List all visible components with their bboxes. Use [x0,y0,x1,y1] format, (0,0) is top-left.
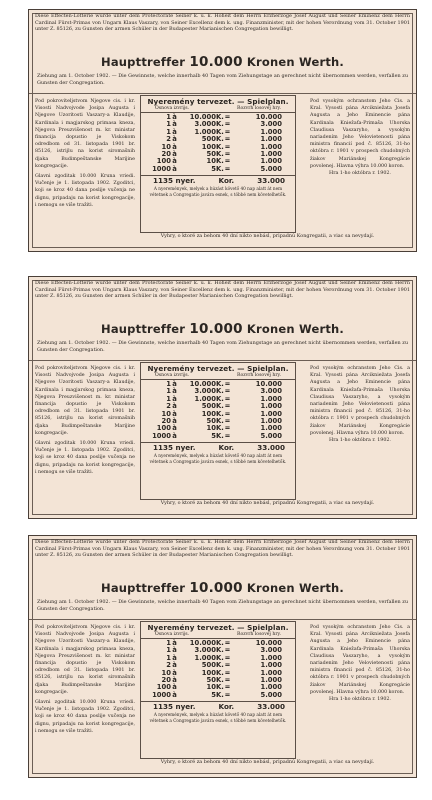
prize-total-value: 10.000 [255,380,282,388]
prize-currency: K. [216,135,224,144]
prize-count: 2 [166,402,171,411]
prize-equals: = [224,668,231,677]
total-value: 33.000 [257,176,285,186]
total-count: 1135 nyer. [153,702,196,712]
closing-text: Vyhry, o ktoré za behom 40 dní nikto nebásl, pripadnú Kongregatii, a viac sa nevydají. [160,500,375,506]
prize-currency: K. [216,424,224,433]
prize-equals: = [224,127,231,136]
prize-currency: K. [216,380,224,388]
prize-value: 100 [201,409,216,418]
prize-count: 1000 [152,431,171,440]
intro-text: Diese Effecten-Lotterie wurde unter dem Protectorate Seiner k. u. k. Hoheit dem Herrn Erzherzoge Josef August und Seiner Eminenz dem Herrn Cardinal Fürst-Primas von Ungarn Klaus Vaszary, von Seiner Excellenz dem k. ung. Finanzminister, mit der hohen Verordnung vom 31. October 1901 unter Z. 85126, zu Gunsten der armen Schüler in der Budapester Marianischen Congregation bewilligt. [35,13,410,32]
prize-unit: à [172,394,177,403]
prize-equals: = [224,150,231,159]
prize-total-value: 1.000 [260,157,282,166]
prize-value: 500 [201,661,216,670]
prize-unit: à [172,402,177,411]
prize-equals: = [224,120,231,129]
prize-equals: = [224,683,231,692]
prize-unit: à [172,142,177,151]
slovak-date: Hra 1-ho októbra r. 1902. [329,171,391,177]
headline-amount: 10.000 [189,321,243,337]
headline-tail: Kronen Werth. [246,55,344,69]
prize-total-value: 1.000 [260,135,282,144]
prize-rows [141,639,295,699]
prize-equals: = [224,690,231,699]
draw-info: Ziehung am 1. October 1902. — Die Gewinnste, welche innerhalb 40 Tagen vom Ziehungstage an gerechnet nicht übernommen werden, verfallen zu Gunsten der Congregation. [37,73,408,86]
total-value: 33.000 [257,443,285,453]
prize-value: 1.000 [194,394,216,403]
prize-currency: K. [216,639,224,647]
prize-total-value: 10.000 [255,639,282,647]
prize-total-value: 1.000 [260,676,282,685]
total-count: 1135 nyer. [153,176,196,186]
prize-currency: K. [216,387,224,396]
spielplan-sub-right: Rozvrh losovej hry. [236,373,281,378]
prize-equals: = [224,157,231,166]
spielplan-subtitle [141,106,295,113]
headline-tail: Kronen Werth. [246,322,344,336]
prize-equals: = [224,646,231,655]
prize-count: 10 [161,409,171,418]
prize-count: 1 [166,639,171,647]
spielplan-sub-left: Osnova izvrijs. [155,632,190,637]
spielplan-title: Nyeremény tervezet. — Spielplan. [147,97,289,106]
croatian-paragraph-1: Pod pokroviteljstvom Njegove cis. i kr. Visosti Nadvojvode Josipa Augusta i Njegove Uzoritosti Vaszary-a Klaudije, Kardinala i magjarskog primasa kneza, Njegova Preuzvišenost m. kr. ministar financija dopustio je Viskokom odredbom od 31. listopada 1901 br. 85126, istrijlu na korist siromašnih djaka Budimpeštanske Marijine kongregacije. [35,625,135,695]
prize-count: 2 [166,661,171,670]
closing-text: Vyhry, o ktoré za behom 40 dní nikto nebásl, pripadnú Kongregatii, a viac sa nevydají. [160,233,375,239]
prize-unit: à [172,676,177,685]
prize-currency: K. [216,409,224,418]
prize-value: 10 [206,683,216,692]
prize-total-value: 10.000 [255,113,282,121]
prize-currency: K. [216,142,224,151]
prize-total-value: 1.000 [260,417,282,426]
prize-equals: = [224,424,231,433]
total-label: Kor. [218,443,235,453]
prize-equals: = [224,417,231,426]
prize-unit: à [172,157,177,166]
prize-currency: K. [216,683,224,692]
divider [29,93,416,94]
headline-label: Haupttreffer [101,55,186,69]
prize-currency: K. [216,431,224,440]
closing-text: Vyhry, o ktoré za behom 40 dní nikto nebásl, pripadnú Kongregatii, a viac sa nevydají. [160,759,375,765]
prize-total-value: 5.000 [260,431,282,440]
headline [29,321,416,337]
prize-total [141,175,295,185]
croatian-paragraph-1: Pod pokroviteljstvom Njegove cis. i kr. Visosti Nadvojvode Josipa Augusta i Njegove Uzoritosti Vaszary-a Klaudije, Kardinala i magjarskog primasa kneza, Njegova Preuzvišenost m. kr. ministar financija dopustio je Viskokom odredbom od 31. listopada 1901 br. 85126, istrijlu na korist siromašnih djaka Budimpeštanske Marijine kongregacije. [35,366,135,436]
prize-unit: à [172,690,177,699]
total-label: Kor. [218,176,235,186]
spielplan-note: A nyeremények, melyek a húzást követő 40 nap alatt át nem vétetnek a Congregatio javára esnek, s többé nem követelhetők. [149,453,287,464]
prize-total-value: 3.000 [260,387,282,396]
spielplan-box [140,95,296,233]
croatian-paragraph-1: Pod pokroviteljstvom Njegove cis. i kr. Visosti Nadvojvode Josipa Augusta i Njegove Uzoritosti Vaszary-a Klaudije, Kardinala i magjarskog primasa kneza, Njegova Preuzvišenost m. kr. ministar financija dopustio je Viskokom odredbom od 31. listopada 1901 br. 85126, istrijlu na korist siromašnih djaka Budimpeštanske Marijine kongregacije. [35,99,135,169]
prize-value: 3.000 [194,387,216,396]
prize-count: 100 [156,683,171,692]
prize-count: 100 [156,424,171,433]
croatian-text [35,365,135,507]
prize-count: 20 [161,676,171,685]
prize-value: 5 [211,164,216,173]
prize-currency: K. [216,127,224,136]
prize-count: 20 [161,417,171,426]
headline [29,580,416,596]
prize-value: 10.000 [189,113,216,121]
prize-value: 50 [206,417,216,426]
spielplan-sub-right: Rozvrh losovej hry. [236,632,281,637]
prize-value: 10.000 [189,639,216,647]
intro-text: Diese Effecten-Lotterie wurde unter dem Protectorate Seiner k. u. k. Hoheit dem Herrn Erzherzoge Josef August und Seiner Eminenz dem Herrn Cardinal Fürst-Primas von Ungarn Klaus Vaszary, von Seiner Excellenz dem k. ung. Finanzminister, mit der hohen Verordnung vom 31. October 1901 unter Z. 85126, zu Gunsten der armen Schüler in der Budapester Marianischen Congregation bewilligt. [35,539,410,558]
prize-total [141,442,295,452]
prize-total-value: 3.000 [260,120,282,129]
prize-value: 100 [201,142,216,151]
prize-unit: à [172,387,177,396]
prize-currency: K. [216,157,224,166]
prize-unit: à [172,135,177,144]
prize-value: 500 [201,135,216,144]
spielplan-title: Nyeremény tervezet. — Spielplan. [147,623,289,632]
prize-value: 5 [211,690,216,699]
draw-info: Ziehung am 1. October 1902. — Die Gewinnste, welche innerhalb 40 Tagen vom Ziehungstage an gerechnet nicht übernommen werden, verfallen zu Gunsten der Congregation. [37,599,408,612]
prize-total-value: 5.000 [260,164,282,173]
prize-currency: K. [216,668,224,677]
prize-value: 50 [206,676,216,685]
spielplan-sub-left: Osnova izvrijs. [155,373,190,378]
prize-unit: à [172,164,177,173]
draw-info: Ziehung am 1. October 1902. — Die Gewinnste, welche innerhalb 40 Tagen vom Ziehungstage an gerechnet nicht übernommen werden, verfallen zu Gunsten der Congregation. [37,340,408,353]
prize-total-value: 3.000 [260,646,282,655]
prize-equals: = [224,387,231,396]
prize-unit: à [172,417,177,426]
prize-equals: = [224,661,231,670]
prize-currency: K. [216,417,224,426]
prize-currency: K. [216,150,224,159]
prize-rows [141,380,295,440]
slovak-paragraph: Pod vysokým ochranstom Jeho Cis. a Kral. Vysosti pána Arcikniežata Josefa Augusta a Jeho Eminencie pána Kardinala Kniežaťa-Primaša Uhorska Claudiusa Vaszaryho, a vysokým nariadením Jeho Velovietenosti pána ministra financií pod č. 85126, 31-ho októbra r. 1901 v prospech chudobných žiakov Mariánskej Kongregácie povolenej. Hlavna výhra 10.000 koron. [310,366,410,436]
prize-count: 1 [166,120,171,129]
prize-count: 1 [166,380,171,388]
spielplan-note: A nyeremények, melyek a húzást követő 40 nap alatt át nem vétetnek a Congregatio javára esnek, s többé nem követelhetők. [149,186,287,197]
prize-unit: à [172,380,177,388]
prize-unit: à [172,646,177,655]
prize-total-value: 1.000 [260,653,282,662]
prize-equals: = [224,164,231,173]
slovak-text [310,624,410,742]
prize-currency: K. [216,402,224,411]
spielplan-note: A nyeremények, melyek a húzást követő 40 nap alatt át nem vétetnek a Congregatio javára esnek, s többé nem követelhetők. [149,712,287,723]
headline-amount: 10.000 [189,54,243,70]
prize-total-value: 1.000 [260,668,282,677]
prize-row [141,692,295,699]
prize-currency: K. [216,164,224,173]
lottery-ticket-3 [28,535,417,778]
headline-label: Haupttreffer [101,581,186,595]
prize-count: 1 [166,394,171,403]
prize-currency: K. [216,661,224,670]
prize-value: 10 [206,424,216,433]
croatian-paragraph-2: Glavni zgoditak 10.000 Kruna vriedi. Vučenje je 1. listopada 1902. Zgoditci, koji se kroz 40 dana poslije vučenja ne dignu, pripadaju na korist kongregacije, i nemogu se više tražiti. [35,174,135,208]
prize-count: 100 [156,157,171,166]
spielplan-box [140,621,296,759]
prize-value: 1.000 [194,127,216,136]
spielplan-subtitle [141,373,295,380]
spielplan-box [140,362,296,500]
prize-currency: K. [216,113,224,121]
prize-unit: à [172,639,177,647]
slovak-paragraph: Pod vysokým ochranstom Jeho Cis. a Kral. Vysosti pána Arcikniežata Josefa Augusta a Jeho Eminencie pána Kardinala Kniežaťa-Primaša Uhorska Claudiusa Vaszaryho, a vysokým nariadením Jeho Velovietenosti pána ministra financií pod č. 85126, 31-ho októbra r. 1901 v prospech chudobných žiakov Mariánskej Kongregácie povolenej. Hlavna výhra 10.000 koron. [310,99,410,169]
divider [29,619,416,620]
prize-equals: = [224,431,231,440]
prize-value: 500 [201,402,216,411]
croatian-paragraph-2: Glavni zgoditak 10.000 Kruna vriedi. Vučenje je 1. listopada 1902. Zgoditci, koji se kroz 40 dana poslije vučenja ne dignu, pripadaju na korist kongregacije, i nemogu se više tražiti. [35,441,135,475]
slovak-date: Hra 1-ho októbra r. 1902. [329,438,391,444]
prize-count: 1000 [152,164,171,173]
prize-count: 1 [166,127,171,136]
prize-value: 10 [206,157,216,166]
prize-row [141,433,295,440]
prize-value: 1.000 [194,653,216,662]
prize-count: 1 [166,653,171,662]
prize-count: 1 [166,646,171,655]
prize-total [141,701,295,711]
prize-total-value: 1.000 [260,402,282,411]
total-count: 1135 nyer. [153,443,196,453]
prize-count: 10 [161,668,171,677]
prize-total-value: 1.000 [260,150,282,159]
prize-total-value: 1.000 [260,683,282,692]
prize-count: 2 [166,135,171,144]
prize-unit: à [172,113,177,121]
prize-total-value: 1.000 [260,142,282,151]
lottery-ticket-1 [28,9,417,252]
prize-equals: = [224,402,231,411]
prize-total-value: 1.000 [260,409,282,418]
prize-value: 3.000 [194,646,216,655]
spielplan-sub-right: Rozvrh losovej hry. [236,106,281,111]
prize-unit: à [172,653,177,662]
prize-row [141,166,295,173]
intro-text: Diese Effecten-Lotterie wurde unter dem Protectorate Seiner k. u. k. Hoheit dem Herrn Erzherzoge Josef August und Seiner Eminenz dem Herrn Cardinal Fürst-Primas von Ungarn Klaus Vaszary, von Seiner Excellenz dem k. ung. Finanzminister, mit der hohen Verordnung vom 31. October 1901 unter Z. 85126, zu Gunsten der armen Schüler in der Budapester Marianischen Congregation bewilligt. [35,280,410,299]
prize-value: 100 [201,668,216,677]
prize-currency: K. [216,653,224,662]
headline-label: Haupttreffer [101,322,186,336]
headline-tail: Kronen Werth. [246,581,344,595]
prize-count: 1000 [152,690,171,699]
prize-equals: = [224,653,231,662]
prize-count: 10 [161,142,171,151]
prize-unit: à [172,127,177,136]
slovak-text [310,98,410,216]
slovak-text [310,365,410,483]
prize-equals: = [224,380,231,388]
prize-currency: K. [216,394,224,403]
prize-unit: à [172,424,177,433]
slovak-date: Hra 1-ho októbra r. 1902. [329,697,391,703]
slovak-paragraph: Pod vysokým ochranstom Jeho Cis. a Kral. Vysosti pána Arcikniežata Josefa Augusta a Jeho Eminencie pána Kardinala Kniežaťa-Primaša Uhorska Claudiusa Vaszaryho, a vysokým nariadením Jeho Velovietenosti pána ministra financií pod č. 85126, 31-ho októbra r. 1901 v prospech chudobných žiakov Mariánskej Kongregácie povolenej. Hlavna výhra 10.000 koron. [310,625,410,695]
divider [29,360,416,361]
prize-equals: = [224,409,231,418]
prize-equals: = [224,394,231,403]
spielplan-sub-left: Osnova izvrijs. [155,106,190,111]
spielplan-title: Nyeremény tervezet. — Spielplan. [147,364,289,373]
prize-currency: K. [216,120,224,129]
prize-currency: K. [216,646,224,655]
prize-count: 20 [161,150,171,159]
croatian-text [35,98,135,240]
prize-unit: à [172,409,177,418]
prize-total-value: 1.000 [260,661,282,670]
prize-equals: = [224,142,231,151]
total-label: Kor. [218,702,235,712]
prize-value: 3.000 [194,120,216,129]
prize-count: 1 [166,387,171,396]
prize-unit: à [172,668,177,677]
prize-total-value: 1.000 [260,424,282,433]
prize-unit: à [172,150,177,159]
prize-equals: = [224,135,231,144]
prize-value: 50 [206,150,216,159]
spielplan-subtitle [141,632,295,639]
total-value: 33.000 [257,702,285,712]
prize-unit: à [172,431,177,440]
prize-value: 10.000 [189,380,216,388]
prize-count: 1 [166,113,171,121]
prize-rows [141,113,295,173]
prize-unit: à [172,120,177,129]
headline [29,54,416,70]
lottery-ticket-2 [28,276,417,519]
prize-equals: = [224,113,231,121]
prize-total-value: 5.000 [260,690,282,699]
prize-total-value: 1.000 [260,394,282,403]
croatian-text [35,624,135,766]
croatian-paragraph-2: Glavni zgoditak 10.000 Kruna vriedi. Vučenje je 1. listopada 1902. Zgoditci, koji se kroz 40 dana poslije vučenja ne dignu, pripadaju na korist kongregacije, i nemogu se više tražiti. [35,700,135,734]
prize-currency: K. [216,676,224,685]
prize-equals: = [224,676,231,685]
prize-currency: K. [216,690,224,699]
prize-total-value: 1.000 [260,127,282,136]
prize-unit: à [172,683,177,692]
prize-value: 5 [211,431,216,440]
prize-equals: = [224,639,231,647]
headline-amount: 10.000 [189,580,243,596]
prize-unit: à [172,661,177,670]
